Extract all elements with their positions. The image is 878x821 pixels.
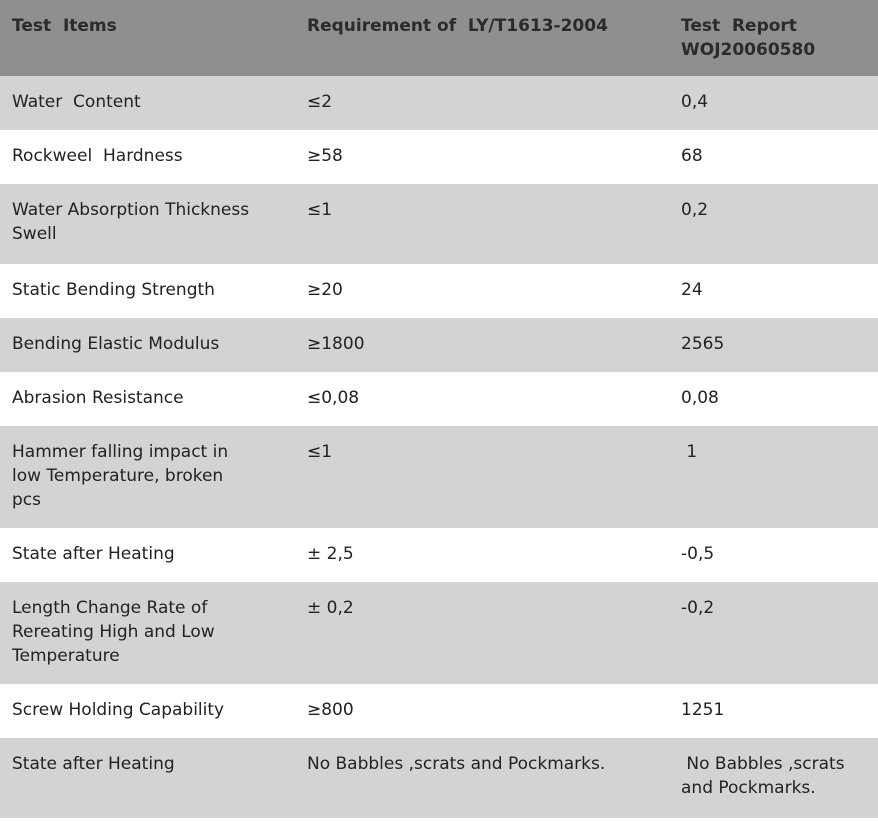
cell-item: Hammer falling impact in low Temperature, broken pcs [12, 442, 229, 510]
table-row [0, 76, 878, 130]
cell-report: 24 [681, 280, 703, 300]
cell-item: Abrasion Resistance [12, 388, 184, 408]
table-row [0, 264, 878, 318]
header-test-report: Test Report WOJ20060580 [681, 16, 816, 60]
cell-item: Screw Holding Capability [12, 700, 225, 720]
cell-report: -0,2 [681, 598, 715, 618]
cell-requirement: No Babbles ,scrats and Pockmarks. [307, 754, 606, 774]
cell-item: State after Heating [12, 544, 175, 564]
cell-item: Water Absorption Thickness Swell [12, 200, 250, 244]
cell-requirement: ≥1800 [307, 334, 365, 354]
cell-requirement: ≤0,08 [307, 388, 360, 408]
cell-requirement: ≤1 [307, 200, 333, 220]
cell-requirement: ± 0,2 [307, 598, 354, 618]
cell-requirement: ≥20 [307, 280, 343, 300]
cell-item: Length Change Rate of Rereating High and Low Temperature [12, 598, 215, 666]
cell-item: Rockweel Hardness [12, 146, 183, 166]
header-requirement: Requirement of LY/T1613-2004 [307, 16, 608, 36]
cell-item: State after Heating [12, 754, 175, 774]
table-header-row [0, 0, 878, 76]
header-test-items: Test Items [12, 16, 117, 36]
cell-report: 2565 [681, 334, 725, 354]
table-row [0, 318, 878, 372]
cell-requirement: ≤1 [307, 442, 333, 462]
table-row [0, 372, 878, 426]
cell-item: Bending Elastic Modulus [12, 334, 220, 354]
cell-report: 68 [681, 146, 703, 166]
cell-report: -0,5 [681, 544, 715, 564]
cell-report: 0,08 [681, 388, 719, 408]
cell-item: Static Bending Strength [12, 280, 215, 300]
cell-report: No Babbles ,scrats and Pockmarks. [681, 754, 845, 798]
cell-report: 1251 [681, 700, 725, 720]
table-row [0, 738, 878, 818]
table-row [0, 528, 878, 582]
cell-item: Water Content [12, 92, 141, 112]
table-row [0, 184, 878, 264]
cell-requirement: ± 2,5 [307, 544, 354, 564]
table-row [0, 684, 878, 738]
table-row [0, 130, 878, 184]
cell-requirement: ≥800 [307, 700, 354, 720]
cell-report: 0,2 [681, 200, 709, 220]
cell-requirement: ≤2 [307, 92, 333, 112]
table-row [0, 582, 878, 684]
cell-report: 0,4 [681, 92, 709, 112]
cell-report: 1 [681, 442, 698, 462]
cell-requirement: ≥58 [307, 146, 343, 166]
table-row [0, 426, 878, 528]
